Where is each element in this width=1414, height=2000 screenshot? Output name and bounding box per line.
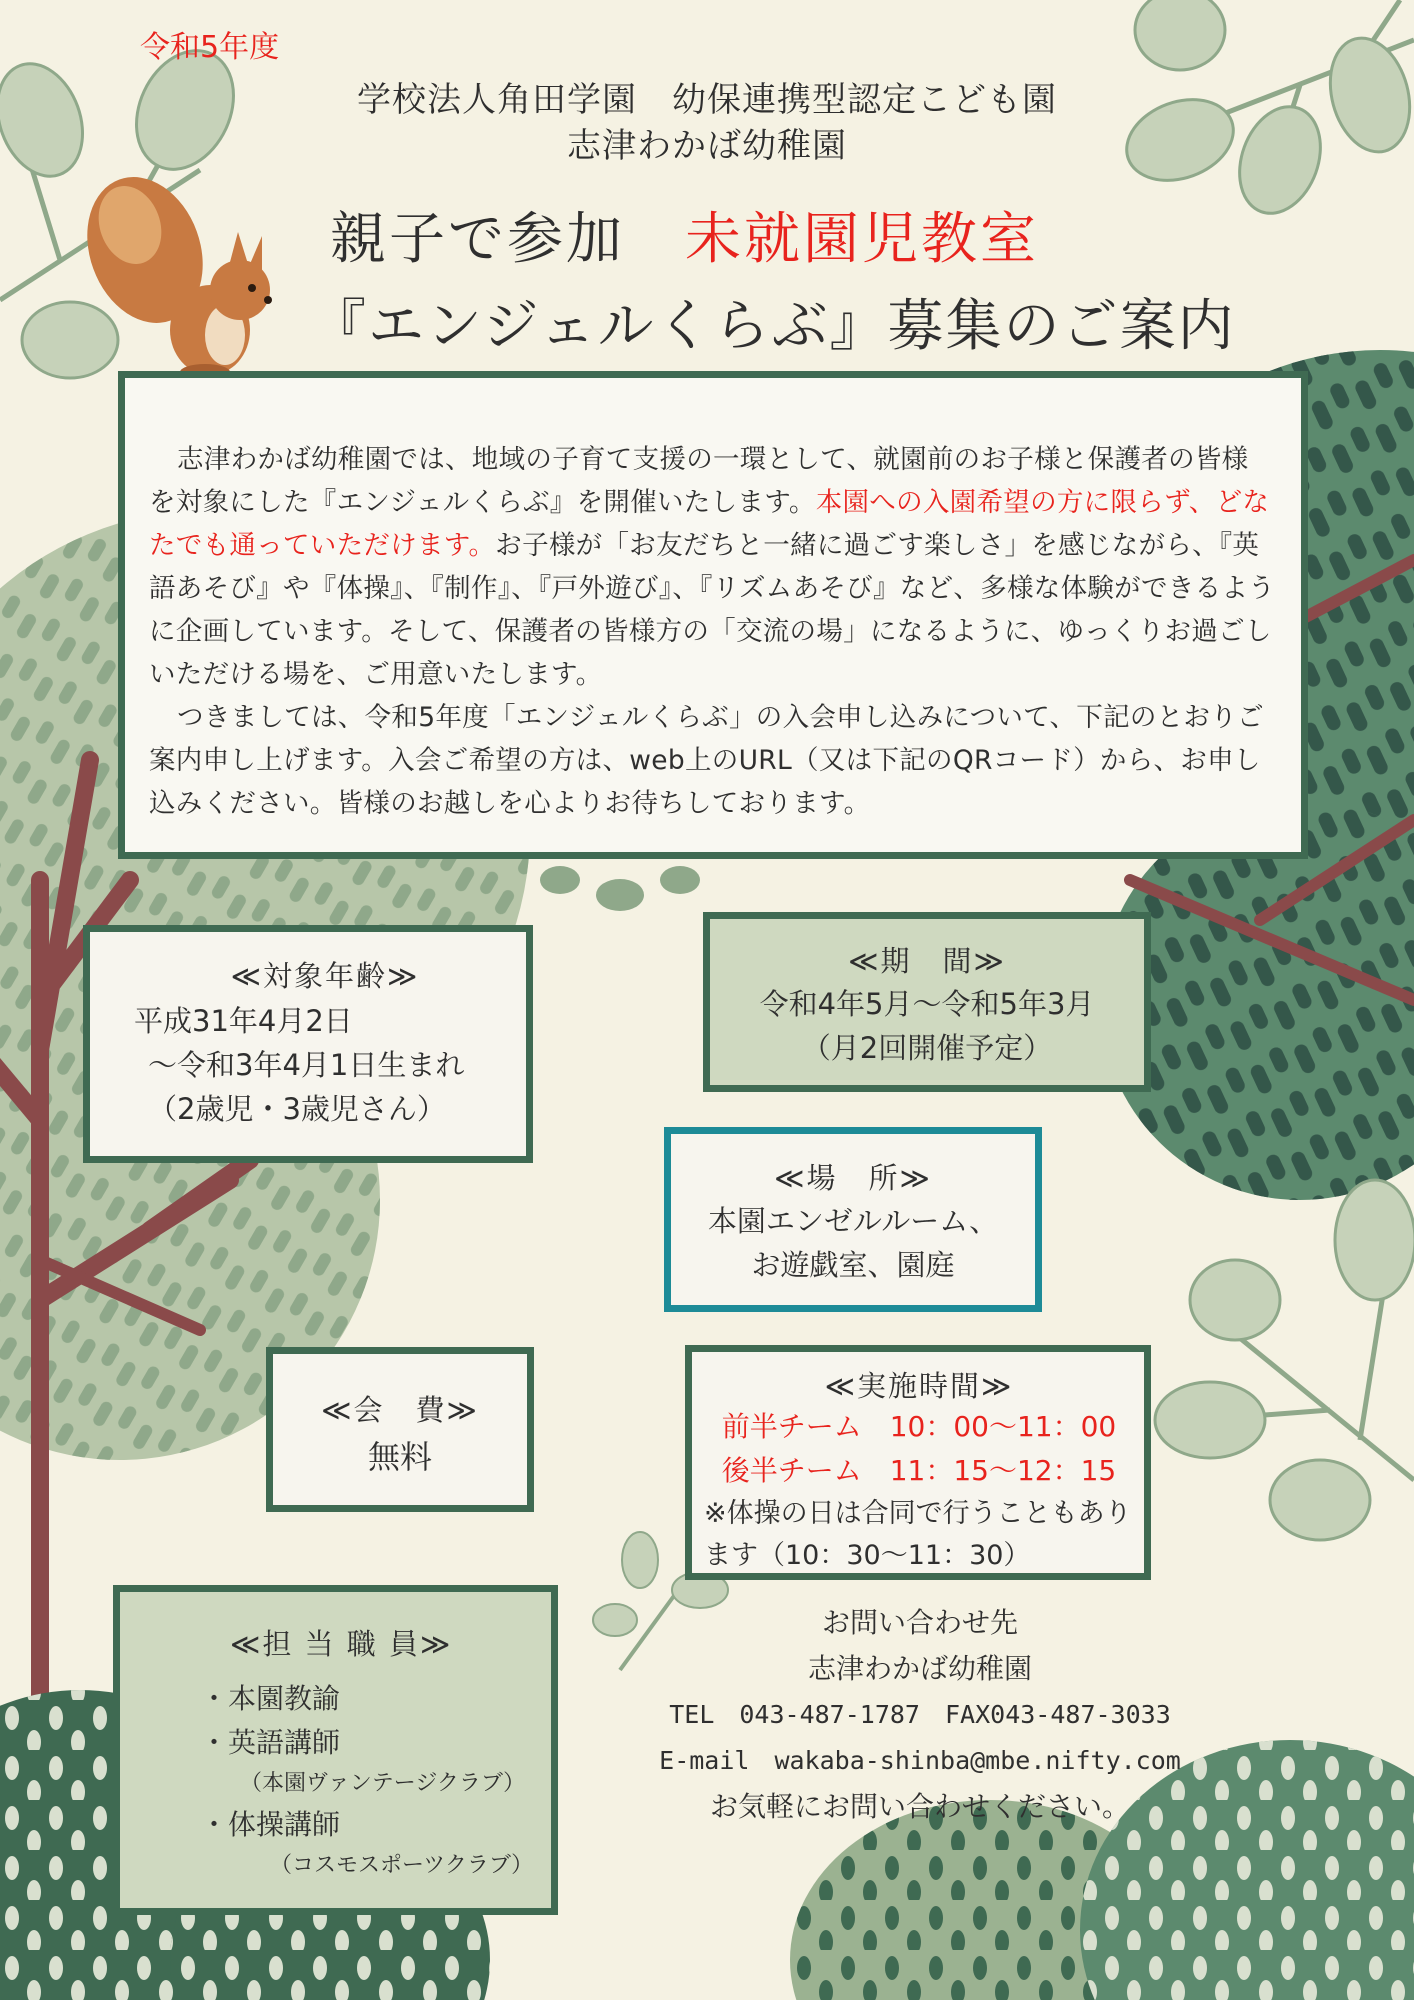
staff-item2-sub: （本園ヴァンテージクラブ） [240, 1771, 526, 1796]
target-age-line3: （2歳児・3歳児さん） [148, 1092, 446, 1126]
intro-highlight: 本園への入園希望の方に限らず、どなたでも通っていただけます。 [149, 487, 1270, 561]
headline-part2: 未就園児教室 [685, 207, 1039, 272]
staff-title: ≪担 当 職 員≫ [230, 1627, 453, 1661]
intro-paragraph-1 [149, 438, 1275, 696]
place-line2: お遊戯室、園庭 [751, 1248, 955, 1282]
period-box [703, 912, 1151, 1092]
staff-item2: ・英語講師 [200, 1726, 341, 1759]
contact-section [600, 1600, 1240, 1830]
place-line1: 本園エンゼルルーム、 [707, 1204, 999, 1238]
period-line2: （月2回開催予定） [801, 1031, 1053, 1065]
place-title: ≪場 所≫ [774, 1161, 932, 1195]
contact-email[interactable]: E-mail wakaba-shinba@mbe.nifty.com [659, 1746, 1181, 1775]
fee-title: ≪会 費≫ [321, 1393, 479, 1427]
intro-box [118, 371, 1308, 859]
time-team2: 後半チーム 11：15～12：15 [721, 1454, 1117, 1487]
place-box [664, 1127, 1042, 1312]
time-note: ※体操の日は合同で行うこともあります（10：30～11：30） [704, 1498, 1132, 1571]
target-age-line1: 平成31年4月2日 [134, 1004, 353, 1038]
fee-value: 無料 [367, 1438, 432, 1476]
staff-item1: ・本園教諭 [200, 1682, 341, 1715]
time-title: ≪実施時間≫ [824, 1369, 1014, 1403]
school-name-line1: 学校法人角田学園 幼保連携型認定こども園 [357, 80, 1057, 120]
school-name-line2: 志津わかば幼稚園 [567, 126, 847, 166]
intro-paragraph-2: つきましては、令和5年度「エンジェルくらぶ」の入会申し込みについて、下記のとおりご案内申し上げます。入会ご希望の方は、web上のURL（又は下記のQRコード）から、お申し込みください。皆様のお越しを心よりお待ちしております。 [149, 702, 1264, 819]
contact-name: 志津わかば幼稚園 [807, 1652, 1032, 1685]
leaf-icon [1155, 1180, 1414, 1540]
target-age-title: ≪対象年齢≫ [230, 959, 420, 993]
leaf-icon [540, 866, 700, 911]
contact-closing: お気軽にお問い合わせください。 [709, 1790, 1130, 1823]
time-box [685, 1345, 1151, 1580]
staff-item3: ・体操講師 [200, 1808, 341, 1841]
time-team1: 前半チーム 10：00～11：00 [721, 1410, 1117, 1443]
target-age-line2: ～令和3年4月1日生まれ [148, 1048, 465, 1082]
fiscal-year: 令和5年度 [140, 30, 280, 65]
intro-text-a: 志津わかば幼稚園では、地域の子育て支援の一環として、就園前のお子様と保護者の皆様を対象にした『エンジェルくらぶ』を開催いたします。 [149, 444, 1249, 518]
headline-part1: 親子で参加 [330, 207, 625, 272]
headline-line2: 『エンジェルくらぶ』募集のご案内 [310, 294, 1236, 359]
fee-box [266, 1347, 534, 1512]
staff-box [113, 1585, 558, 1915]
contact-tel-fax: TEL 043-487-1787 FAX043-487-3033 [669, 1700, 1171, 1729]
period-title: ≪期 間≫ [848, 944, 1006, 978]
staff-item3-sub: （コスモスポーツクラブ） [270, 1853, 534, 1878]
target-age-box [83, 925, 533, 1163]
headline [330, 195, 1039, 275]
period-line1: 令和4年5月～令和5年3月 [759, 987, 1095, 1021]
intro-text-c: お子様が「お友だちと一緒に過ごす楽しさ」を感じながら、『英語あそび』や『体操』、『制作』、『戸外遊び』、『リズムあそび』など、多様な体験ができるように企画しています。そして、保護者の皆様方の「交流の場」になるように、ゆっくりお過ごしいただける場を、ご用意いたします。 [149, 530, 1275, 690]
contact-heading: お問い合わせ先 [821, 1606, 1018, 1639]
